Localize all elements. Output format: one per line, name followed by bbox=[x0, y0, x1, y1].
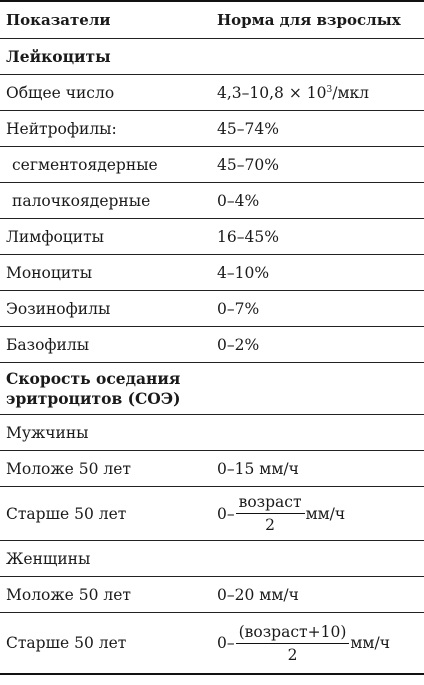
section-title-esr bbox=[6, 369, 180, 409]
header-indicators: Показатели bbox=[6, 11, 111, 29]
subsection-row-men bbox=[0, 415, 424, 451]
total-value-exponent: 3 bbox=[326, 84, 333, 95]
row-value-total bbox=[217, 84, 369, 102]
table-row-segmented bbox=[0, 147, 424, 183]
table-row-band bbox=[0, 183, 424, 219]
esr-title-line1: Скорость оседания bbox=[6, 368, 181, 388]
women-formula-prefix: 0– bbox=[217, 634, 235, 652]
row-label-men-under50: Моложе 50 лет bbox=[6, 459, 131, 478]
section-title-leukocytes: Лейкоциты bbox=[6, 47, 111, 66]
esr-title-line2: эритроцитов (СОЭ) bbox=[6, 388, 181, 408]
table-row-women-under50 bbox=[0, 577, 424, 613]
row-label-basophils: Базофилы bbox=[6, 335, 90, 354]
men-formula-denominator: 2 bbox=[265, 516, 276, 534]
total-value-main: 4,3–10,8 × 10 bbox=[217, 83, 327, 102]
row-label-band: палочкоядерные bbox=[12, 191, 151, 210]
total-value-unit: /мкл bbox=[332, 83, 370, 102]
men-formula-fraction bbox=[236, 493, 305, 534]
men-formula-numerator: возраст bbox=[236, 493, 305, 514]
row-value-basophils: 0–2% bbox=[217, 335, 260, 354]
row-value-women-under50: 0–20 мм/ч bbox=[217, 585, 299, 604]
table-row-total bbox=[0, 75, 424, 111]
row-value-segmented: 45–70% bbox=[217, 155, 279, 174]
row-value-men-under50: 0–15 мм/ч bbox=[217, 459, 299, 478]
row-value-men-over50 bbox=[217, 493, 345, 534]
row-value-eosinophils: 0–7% bbox=[217, 299, 260, 318]
subsection-row-women bbox=[0, 541, 424, 577]
row-label-monocytes: Моноциты bbox=[6, 263, 93, 282]
row-value-women-over50 bbox=[217, 623, 390, 664]
table-row-men-under50 bbox=[0, 451, 424, 487]
row-label-men-over50: Старше 50 лет bbox=[6, 504, 127, 523]
table-row-monocytes bbox=[0, 255, 424, 291]
section-row-esr bbox=[0, 363, 424, 415]
women-formula-unit: мм/ч bbox=[350, 634, 390, 652]
row-value-neutrophils: 45–74% bbox=[217, 119, 279, 138]
table-row-lymphocytes bbox=[0, 219, 424, 255]
row-label-total: Общее число bbox=[6, 83, 115, 102]
row-label-neutrophils: Нейтрофилы: bbox=[6, 119, 117, 138]
women-formula-fraction bbox=[236, 623, 350, 664]
men-formula-unit: мм/ч bbox=[305, 504, 346, 523]
row-label-segmented: сегментоядерные bbox=[12, 155, 158, 174]
header-adult-norm: Норма для взрослых bbox=[217, 11, 401, 29]
women-formula-numerator: (возраст+10) bbox=[236, 623, 350, 644]
section-row-leukocytes bbox=[0, 39, 424, 75]
row-label-eosinophils: Эозинофилы bbox=[6, 299, 111, 318]
table-row-women-over50 bbox=[0, 613, 424, 673]
subsection-title-women: Женщины bbox=[6, 549, 91, 568]
table-row-eosinophils bbox=[0, 291, 424, 327]
table-row-basophils bbox=[0, 327, 424, 363]
table-header-row bbox=[0, 2, 424, 39]
row-label-women-over50: Старше 50 лет bbox=[6, 634, 127, 652]
table-row-neutrophils bbox=[0, 111, 424, 147]
row-value-lymphocytes: 16–45% bbox=[217, 227, 279, 246]
row-label-women-under50: Моложе 50 лет bbox=[6, 585, 131, 604]
row-value-band: 0–4% bbox=[217, 191, 260, 210]
subsection-title-men: Мужчины bbox=[6, 423, 89, 442]
men-formula-prefix: 0– bbox=[217, 504, 235, 523]
women-formula-denominator: 2 bbox=[287, 645, 298, 664]
row-value-monocytes: 4–10% bbox=[217, 263, 270, 282]
row-label-lymphocytes: Лимфоциты bbox=[6, 227, 104, 246]
table-row-men-over50 bbox=[0, 487, 424, 541]
